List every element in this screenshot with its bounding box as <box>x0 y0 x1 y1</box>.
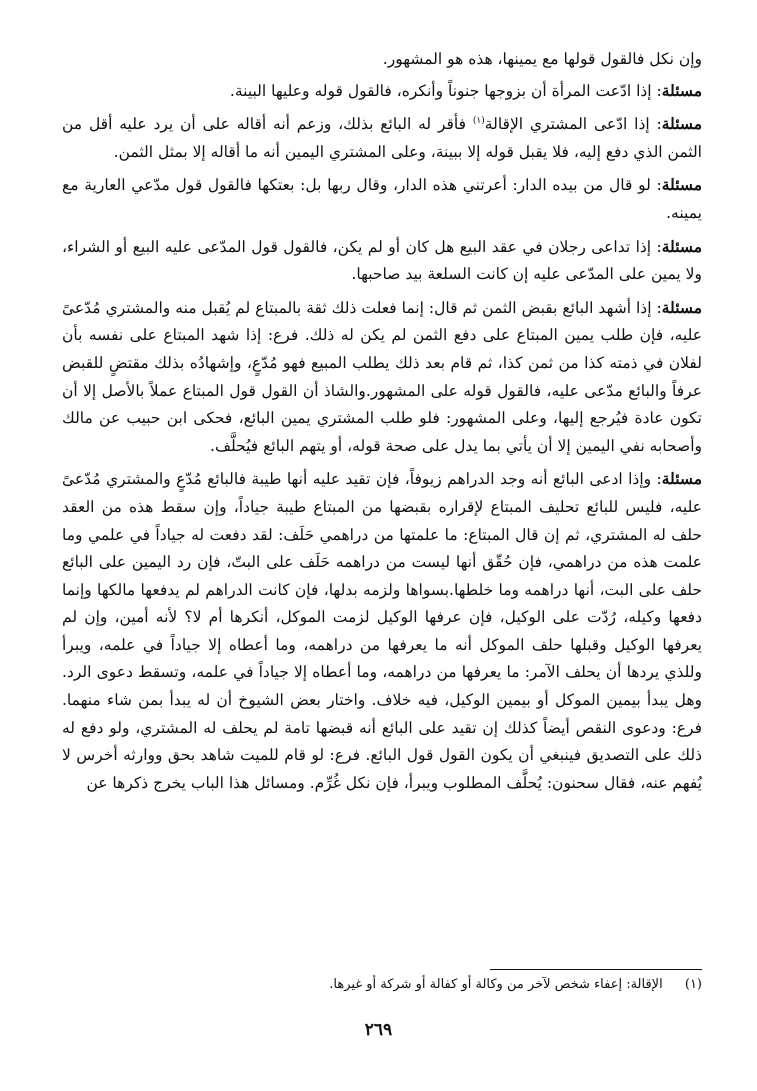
paragraph-text-continued: فأقر له البائع بذلك، وزعم أنه أقاله على أن يرد عليه أقل من الثمن الذي دفع إليه، فلا يقبل قوله إلا ببينة، وعلى المشتري اليمين أنه ما أقاله إلا بمثل الثمن. <box>62 115 702 161</box>
footnote-number: (١) <box>684 977 702 992</box>
paragraph <box>62 171 702 227</box>
paragraph-lead: مسئلة <box>661 469 702 489</box>
paragraph-lead: مسئلة <box>661 80 702 100</box>
paragraph-text: : وإذا ادعى البائع أنه وجد الدراهم زيوفاً، فإن تقيد عليه أنها طيبة فالبائع مُدّعٍ والمشتري مُدّعىً عليه، فليس للبائع تحليف المبتاع لإقراره بقبضها من المبتاع طيبة جياداً، وإن سقط هذه من العقد حلف له المشتري، ثم إن قال المبتاع: ما علمتها من دراهمي حَلَف: لقد دفعت له جياداً في علمي وما علمت هذه من دراهمي، فإن حُقّق أنها ليست من دراهمه حَلَف على البتّ، فإن رد اليمين على البائع حلف على البت، أنها دراهمه وما خلطها.بسواها ولزمه بدلها، فإن كانت الدراهم لم يدفعها مالكها وإنما دفعها وكيله، رُدّت على الوكيل، فإن عرفها الوكيل لزمت الموكل، أنكرها أم لا؟ لأنه أمين، وإن لم يعرفها الوكيل وقبلها حلف الموكل أنه ما يعرفها من دراهمه، وما أعطاه إلا جياداً في علمه، ويبرأ وللذي يردها أن يحلف الآمر: ما يعرفها من دراهمه، وما أعطاه إلا جياداً في علمه، وتسقط دعوى الرد. وهل يبدأ بيمين الموكل أو بيمين الوكيل، فيه خلاف. واختار بعض الشيوخ أن له يبدأ بمن شاء منهما. فرع: ودعوى النقص أيضاً كذلك إن تقيد على البائع أنه قبضها تامة لم يحلف له المشتري، ولو دفع له ذلك على التصديق فينبغي أن يكون القول قول البائع. فرع: لو قام للميت شاهد بحق ووارثه أخرس لا يُفهم عنه، فقال سحنون: يُحلَّف المطلوب ويبرأ، فإن نكل غُرِّم. ومسائل هذا الباب يخرج ذكرها عن <box>62 470 702 792</box>
paragraph <box>62 465 702 797</box>
page-number: ٢٦٩ <box>364 1020 393 1040</box>
paragraph-text: : إذا ادّعى المشتري الإقالة <box>484 115 662 134</box>
paragraph <box>62 110 702 166</box>
paragraph <box>62 233 702 289</box>
paragraph-text: وإن نكل فالقول قولها مع يمينها، هذه هو المشهور. <box>382 50 702 68</box>
paragraph-text: : إذا ادّعت المرأة أن بزوجها جنوناً وأنكره، فالقول قوله وعليها البينة. <box>229 81 662 100</box>
paragraph <box>62 46 702 74</box>
paragraph-text: : لو قال من بيده الدار: أعرتني هذه الدار، وقال ربها بل: بعتكها فالقول قول مدّعي العارية مع يمينه. <box>62 176 702 222</box>
paragraph <box>62 294 702 461</box>
paragraph-lead: مسئلة <box>661 236 702 256</box>
footnote-divider <box>490 969 702 970</box>
paragraph-lead: مسئلة <box>661 175 702 195</box>
footnote <box>62 975 702 995</box>
paragraph-text: : إذا أشهد البائع بقبض الثمن ثم قال: إنما فعلت ذلك ثقة بالمبتاع لم يُقبل منه والمشتري مُدّعىً عليه، فإن طلب يمين المبتاع على دفع الثمن لم يكن له ذلك. فرع: إذا شهد المبتاع على نفسه بأن لفلان في ذمته كذا من ثمن كذا، ثم قام بعد ذلك يطلب المبيع فهو مُدّعٍ، وإشهادُه بذلك مقتضٍ للقبض عرفاً والبائع مدّعى عليه، فالقول قوله على المشهور.والشاذ أن القول قول المبتاع عملاً بالأصل إلا أن تكون عادة فيُرجع إليها، وعلى المشهور: فلو طلب المشتري يمين البائع، فحكى ابن حبيب عن مالك وأصحابه نفي اليمين إلا أن يأتي بما يدل على صحة قوله، أو يتهم البائع فيُحلَّف. <box>62 298 702 455</box>
paragraph <box>62 77 702 106</box>
paragraph-lead: مسئلة <box>661 297 702 317</box>
paragraph-lead: مسئلة <box>661 114 702 134</box>
footnote-text: الإقالة: إعفاء شخص لآخر من وكالة أو كفالة أو شركة أو غيرها. <box>329 977 663 992</box>
paragraph-text: : إذا تداعى رجلان في عقد البيع هل كان أو لم يكن، فالقول قول المدّعى عليه البيع أو الشراء، ولا يمين على المدّعى عليه إن كانت السلعة بيد صاحبها. <box>62 237 702 284</box>
footnote-marker: (١) <box>472 116 485 127</box>
page-body <box>62 46 702 802</box>
